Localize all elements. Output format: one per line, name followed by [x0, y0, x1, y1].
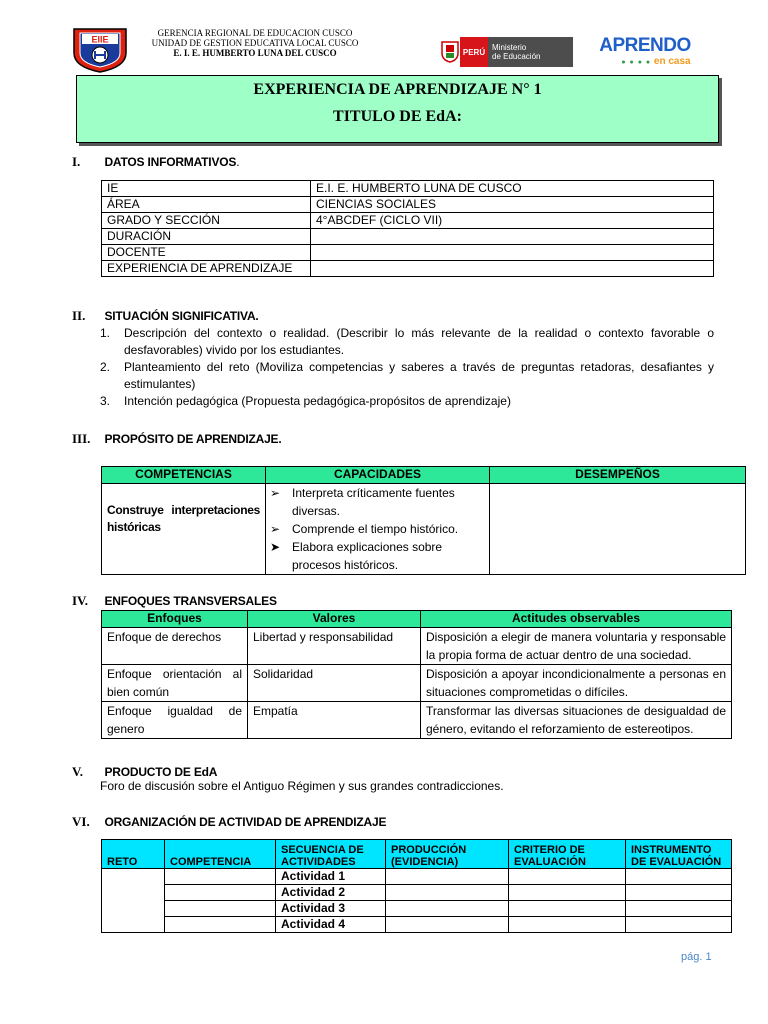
situacion-text: Intención pedagógica (Propuesta pedagógica-propósitos de aprendizaje) — [124, 394, 511, 408]
capacidad-item — [270, 538, 485, 574]
col-capacidades: CAPACIDADES — [266, 467, 490, 484]
producto-text: Foro de discusión sobre el Antiguo Régimen y sus grandes contradicciones. — [100, 779, 504, 793]
capacidad-text: Comprende el tiempo histórico. — [292, 522, 459, 536]
aprendo-en-casa-logo — [590, 36, 700, 70]
datos-value: 4°ABCDEF (CICLO VII) — [311, 213, 714, 229]
situacion-item — [100, 325, 714, 359]
actividad-row — [102, 901, 732, 917]
datos-row — [102, 261, 714, 277]
datos-row — [102, 245, 714, 261]
criterio-cell — [509, 869, 626, 885]
peru-minedu-logo — [440, 37, 573, 67]
capacidades-cell — [266, 484, 490, 575]
datos-row — [102, 197, 714, 213]
section-1-heading: I. DATOS INFORMATIVOS. — [72, 154, 240, 169]
actividad-label: Actividad 3 — [276, 901, 386, 917]
enfoque-valor: Solidaridad — [248, 665, 421, 702]
datos-label: ÁREA — [102, 197, 311, 213]
datos-label: IE — [102, 181, 311, 197]
col-secuencia: SECUENCIA DE ACTIVIDADES — [276, 840, 386, 869]
col-valores: Valores — [248, 611, 421, 628]
situacion-item — [100, 393, 714, 410]
datos-row — [102, 229, 714, 245]
section-5-heading: V. PRODUCTO DE EdA — [72, 764, 218, 779]
produccion-cell — [386, 917, 509, 933]
col-actitudes: Actitudes observables — [421, 611, 732, 628]
organizacion-table — [101, 839, 732, 933]
col-enfoques: Enfoques — [102, 611, 248, 628]
datos-value — [311, 261, 714, 277]
situacion-number: 3. — [100, 394, 111, 408]
criterio-cell — [509, 885, 626, 901]
situacion-number: 1. — [100, 326, 111, 340]
actividad-row — [102, 869, 732, 885]
ministerio-label: Ministerio de Educación — [488, 37, 573, 67]
section-4-heading: IV. ENFOQUES TRANSVERSALES — [72, 593, 277, 608]
datos-value: CIENCIAS SOCIALES — [311, 197, 714, 213]
peru-label: PERÚ — [460, 37, 488, 67]
competencia-cell — [165, 901, 276, 917]
enfoque-actitud: Disposición a elegir de manera voluntaria y responsable la propia forma de actuar dentro de una sociedad. — [421, 628, 732, 665]
enfoque-row — [102, 665, 732, 702]
proposito-table — [101, 466, 746, 575]
competencia-cell — [165, 885, 276, 901]
eda-title: TITULO DE EdA: — [333, 108, 462, 125]
situacion-text: Descripción del contexto o realidad. (Describir lo más relevante de la realidad o contexto favorable o desfavorables) vivido por los estudiantes. — [124, 326, 714, 357]
capacidad-item — [270, 484, 485, 520]
page-number: pág. 1 — [681, 951, 712, 963]
produccion-cell — [386, 901, 509, 917]
datos-table — [101, 180, 714, 277]
enfoque-name: Enfoque orientación al bien común — [102, 665, 248, 702]
desempenos-cell — [490, 484, 746, 575]
actividad-label: Actividad 2 — [276, 885, 386, 901]
actividad-label: Actividad 1 — [276, 869, 386, 885]
arrow-bullet-icon: ➢ — [270, 522, 281, 536]
header-line-1: GERENCIA REGIONAL DE EDUCACION CUSCO — [157, 28, 353, 38]
section-2-heading: II. SITUACIÓN SIGNIFICATIVA. — [72, 308, 259, 323]
capacidad-text: Interpreta críticamente fuentes diversas. — [292, 486, 455, 518]
datos-label: EXPERIENCIA DE APRENDIZAJE — [102, 261, 311, 277]
datos-label: GRADO Y SECCIÓN — [102, 213, 311, 229]
instrumento-cell — [626, 901, 732, 917]
enfoque-actitud: Transformar las diversas situaciones de desigualdad de género, evitando el reforzamiento de estereotipos. — [421, 702, 732, 739]
actividad-row — [102, 885, 732, 901]
situacion-text: Planteamiento del reto (Moviliza competencias y saberes a través de preguntas retadoras, desafiantes y estimulantes) — [124, 360, 714, 391]
experience-title: EXPERIENCIA DE APRENDIZAJE N° 1 — [253, 81, 542, 98]
datos-value: E.I. E. HUMBERTO LUNA DE CUSCO — [311, 181, 714, 197]
dots-icon: ● ● ● ● — [621, 59, 652, 66]
header-line-3: E. I. E. HUMBERTO LUNA DEL CUSCO — [173, 48, 337, 58]
header-institution — [140, 28, 370, 58]
svg-text:EIIE: EIIE — [91, 34, 109, 45]
enfoque-row — [102, 628, 732, 665]
enfoque-name: Enfoque de derechos — [102, 628, 248, 665]
situacion-item — [100, 359, 714, 393]
criterio-cell — [509, 901, 626, 917]
produccion-cell — [386, 869, 509, 885]
reto-cell — [102, 869, 165, 933]
enfoque-name: Enfoque igualdad de genero — [102, 702, 248, 739]
capacidad-item — [270, 520, 485, 538]
col-criterio: CRITERIO DE EVALUACIÓN — [509, 840, 626, 869]
situacion-number: 2. — [100, 360, 111, 374]
competencia-cell: Construye interpretaciones históricas — [102, 484, 266, 575]
arrow-bullet-icon: ➤ — [270, 540, 281, 554]
competencia-cell — [165, 869, 276, 885]
datos-value — [311, 245, 714, 261]
actividad-label: Actividad 4 — [276, 917, 386, 933]
col-competencias: COMPETENCIAS — [102, 467, 266, 484]
title-box — [76, 75, 719, 143]
col-desempenos: DESEMPEÑOS — [490, 467, 746, 484]
datos-label: DURACIÓN — [102, 229, 311, 245]
capacidad-text: Elabora explicaciones sobre procesos históricos. — [292, 540, 443, 572]
instrumento-cell — [626, 917, 732, 933]
arrow-bullet-icon: ➢ — [270, 486, 281, 500]
school-logo — [72, 27, 128, 73]
enfoque-valor: Empatía — [248, 702, 421, 739]
datos-label: DOCENTE — [102, 245, 311, 261]
datos-row — [102, 213, 714, 229]
aprendo-label: APRENDO — [599, 35, 691, 56]
col-competencia: COMPETENCIA — [165, 840, 276, 869]
datos-value — [311, 229, 714, 245]
col-produccion: PRODUCCIÓN (EVIDENCIA) — [386, 840, 509, 869]
col-instrumento: INSTRUMENTO DE EVALUACIÓN — [626, 840, 732, 869]
situacion-list — [100, 325, 714, 410]
actividad-row — [102, 917, 732, 933]
en-casa-label: ● ● ● ● en casa — [621, 56, 691, 67]
header-line-2: UNIDAD DE GESTION EDUCATIVA LOCAL CUSCO — [151, 38, 359, 48]
section-6-heading: VI. ORGANIZACIÓN DE ACTIVIDAD DE APRENDIZAJE — [72, 814, 387, 829]
instrumento-cell — [626, 885, 732, 901]
peru-shield-icon — [440, 37, 460, 67]
produccion-cell — [386, 885, 509, 901]
enfoques-table — [101, 610, 732, 739]
section-3-heading: III. PROPÓSITO DE APRENDIZAJE. — [72, 431, 282, 446]
col-reto: RETO — [102, 840, 165, 869]
criterio-cell — [509, 917, 626, 933]
enfoque-actitud: Disposición a apoyar incondicionalmente a personas en situaciones comprometidas o difíciles. — [421, 665, 732, 702]
enfoque-row — [102, 702, 732, 739]
enfoque-valor: Libertad y responsabilidad — [248, 628, 421, 665]
instrumento-cell — [626, 869, 732, 885]
datos-row — [102, 181, 714, 197]
competencia-cell — [165, 917, 276, 933]
